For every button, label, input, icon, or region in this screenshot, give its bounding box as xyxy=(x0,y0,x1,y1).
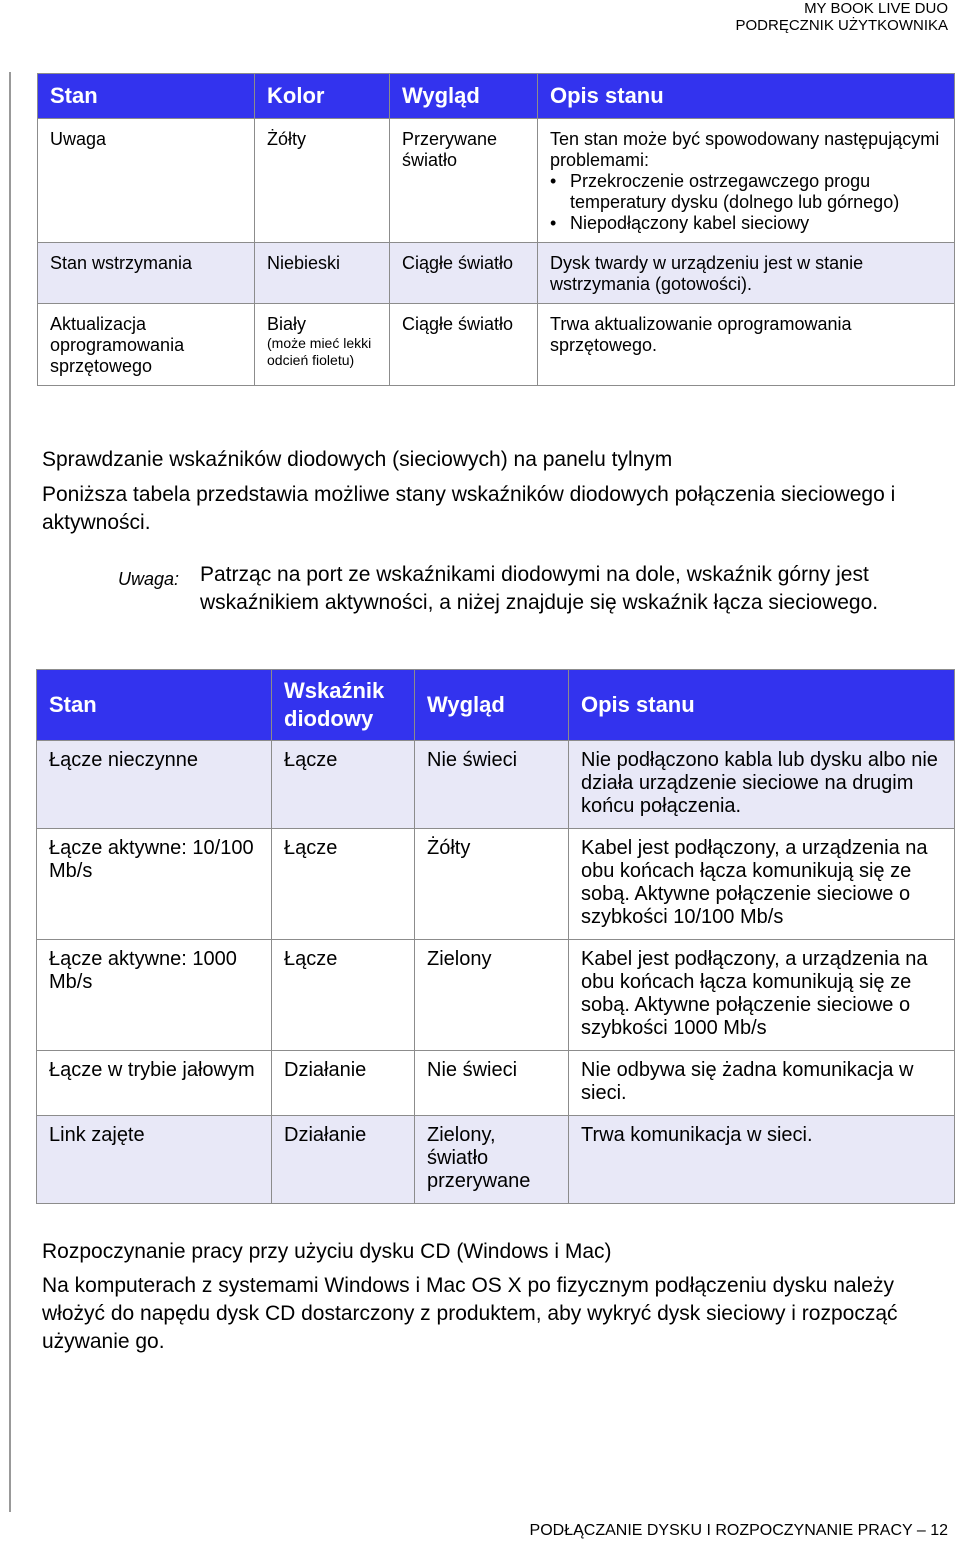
table-header-row xyxy=(38,74,955,119)
table-cell: Łącze w trybie jałowym xyxy=(37,1051,272,1116)
table-cell: Ciągłe światło xyxy=(390,304,538,386)
table-cell: Niebieski xyxy=(255,243,390,304)
table-header-row xyxy=(37,670,955,741)
note-label: Uwaga: xyxy=(118,569,180,589)
table-row xyxy=(37,940,955,1051)
manual-title: MY BOOK LIVE DUO xyxy=(804,0,948,17)
note-text: Patrząc na port ze wskaźnikami diodowymi na dole, wskaźnik górny jest wskaźnikiem aktywności, a niżej znajduje się wskaźnik łącza sieciowego. xyxy=(200,563,879,614)
table-cell: Łącze nieczynne xyxy=(37,741,272,829)
table-cell: Łącze xyxy=(272,940,415,1051)
bullet-list xyxy=(550,171,942,234)
section-heading-cd: Rozpoczynanie pracy przy użyciu dysku CD (Windows i Mac) xyxy=(42,1240,612,1263)
column-header: Wygląd xyxy=(415,670,569,741)
table-cell: Łącze aktywne: 10/100 Mb/s xyxy=(37,829,272,940)
page-footer: PODŁĄCZANIE DYSKU I ROZPOCZYNANIE PRACY – 12 xyxy=(529,1522,948,1539)
table-cell: Łącze xyxy=(272,741,415,829)
table-cell: Uwaga xyxy=(38,119,255,243)
table-cell xyxy=(255,304,390,386)
manual-subtitle: PODRĘCZNIK UŻYTKOWNIKA xyxy=(735,17,948,34)
table-row xyxy=(38,304,955,386)
table-row xyxy=(37,1116,955,1204)
table-row xyxy=(37,829,955,940)
section-body-led: Poniższa tabela przedstawia możliwe stany wskaźników diodowych połączenia sieciowego i aktywności. xyxy=(42,483,896,534)
table-cell: Łącze xyxy=(272,829,415,940)
network-led-table xyxy=(36,669,955,1204)
column-header: Kolor xyxy=(255,74,390,119)
table-cell: Nie odbywa się żadna komunikacja w sieci. xyxy=(569,1051,955,1116)
column-header: Opis stanu xyxy=(569,670,955,741)
table-cell xyxy=(538,119,955,243)
table-cell: Stan wstrzymania xyxy=(38,243,255,304)
page-header xyxy=(735,0,948,34)
list-item: • Przekroczenie ostrzegawczego progu temperatury dysku (dolnego lub górnego) xyxy=(550,171,942,213)
table-row xyxy=(37,741,955,829)
table-cell: Nie podłączono kabla lub dysku albo nie działa urządzenie sieciowe na drugim końcu połączenia. xyxy=(569,741,955,829)
table-cell: Przerywane światło xyxy=(390,119,538,243)
table-cell: Nie świeci xyxy=(415,1051,569,1116)
color-note: (może mieć lekki odcień fioletu) xyxy=(267,335,372,368)
table-cell: Zielony, światło przerywane xyxy=(415,1116,569,1204)
table-cell: Działanie xyxy=(272,1116,415,1204)
table-cell: Ciągłe światło xyxy=(390,243,538,304)
column-header: Stan xyxy=(37,670,272,741)
table-cell: Żółty xyxy=(415,829,569,940)
table-cell: Kabel jest podłączony, a urządzenia na obu końcach łącza komunikują się ze sobą. Aktywne połączenie sieciowe o szybkości 10/100 Mb/s xyxy=(569,829,955,940)
column-header: Wskaźnik diodowy xyxy=(272,670,415,741)
table-cell: Kabel jest podłączony, a urządzenia na obu końcach łącza komunikują się ze sobą. Aktywne połączenie sieciowe o szybkości 1000 Mb/s xyxy=(569,940,955,1051)
left-margin-rule xyxy=(9,72,11,1512)
column-header: Wygląd xyxy=(390,74,538,119)
table-cell: Trwa aktualizowanie oprogramowania sprzętowego. xyxy=(538,304,955,386)
color-label: Biały xyxy=(267,314,307,334)
section-body-cd: Na komputerach z systemami Windows i Mac OS X po fizycznym podłączeniu dysku należy włożyć do napędu dysk CD dostarczony z produktem, aby wykryć dysk sieciowy i rozpocząć używanie go. xyxy=(42,1274,898,1353)
description-intro: Ten stan może być spowodowany następującymi problemami: xyxy=(550,129,940,170)
table-cell: Trwa komunikacja w sieci. xyxy=(569,1116,955,1204)
column-header: Stan xyxy=(38,74,255,119)
table-cell: Dysk twardy w urządzeniu jest w stanie wstrzymania (gotowości). xyxy=(538,243,955,304)
table-cell: Zielony xyxy=(415,940,569,1051)
table-cell: Link zajęte xyxy=(37,1116,272,1204)
list-item: • Niepodłączony kabel sieciowy xyxy=(550,213,942,234)
status-led-table xyxy=(37,73,955,386)
column-header: Opis stanu xyxy=(538,74,955,119)
table-cell: Aktualizacja oprogramowania sprzętowego xyxy=(38,304,255,386)
table-row xyxy=(37,1051,955,1116)
table-row xyxy=(38,243,955,304)
table-cell: Żółty xyxy=(255,119,390,243)
table-row xyxy=(38,119,955,243)
table-cell: Działanie xyxy=(272,1051,415,1116)
section-heading-led: Sprawdzanie wskaźników diodowych (sieciowych) na panelu tylnym xyxy=(42,448,673,471)
table-cell: Nie świeci xyxy=(415,741,569,829)
table-cell: Łącze aktywne: 1000 Mb/s xyxy=(37,940,272,1051)
